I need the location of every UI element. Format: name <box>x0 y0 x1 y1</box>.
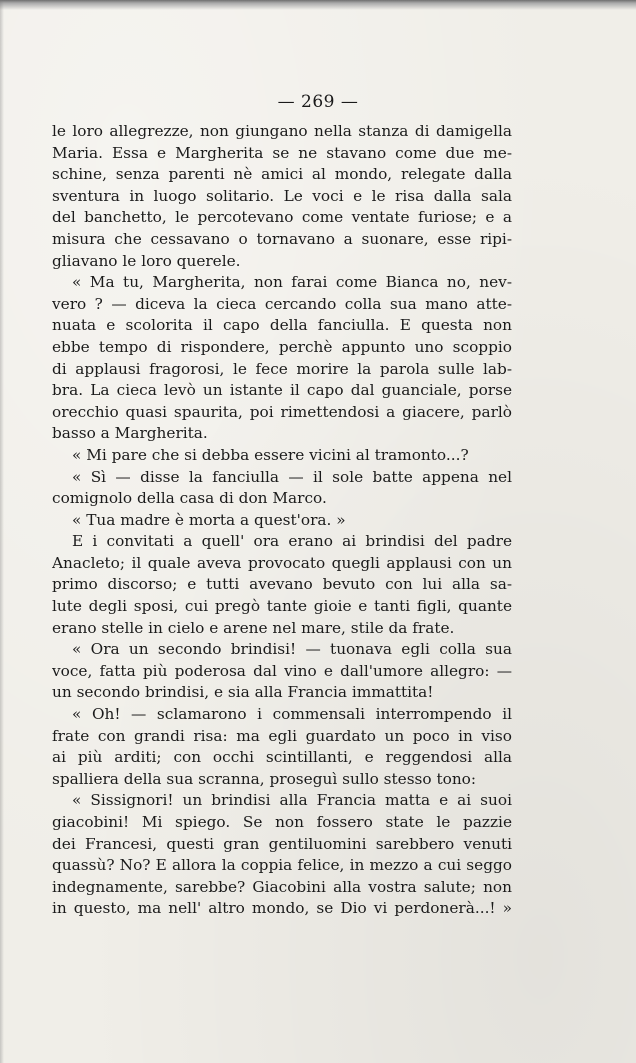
text-line: Anacleto; il quale aveva provocato quegli applausi con un <box>52 553 512 572</box>
text-line: « Sissignori! un brindisi alla Francia matta e ai suoi <box>72 791 512 810</box>
text-line: di applausi fragorosi, le fece morire la parola sulle lab- <box>52 359 512 378</box>
text-line: « Oh! — sclamarono i commensali interrompendo il <box>72 705 512 724</box>
text-line: ebbe tempo di rispondere, perchè appunto uno scoppio <box>52 337 512 356</box>
text-line: primo discorso; e tutti avevano bevuto con lui alla sa- <box>52 575 512 594</box>
text-line: « Sì — disse la fanciulla — il sole batte appena nel <box>72 467 512 486</box>
text-line: del banchetto, le percotevano come ventate furiose; e a <box>52 208 512 227</box>
text-line: comignolo della casa di don Marco. <box>52 489 327 508</box>
text-line: giacobini! Mi spiego. Se non fossero state le pazzie <box>52 813 512 831</box>
text-line: basso a Margherita. <box>52 424 208 443</box>
text-line: indegnamente, sarebbe? Giacobini alla vostra salute; non <box>52 877 512 896</box>
text-line: « Mi pare che si debba essere vicini al tramonto...? <box>72 445 469 464</box>
text-line: quassù? No? E allora la coppia felice, in mezzo a cui seggo <box>52 856 512 875</box>
text-line: ai più arditi; con occhi scintillanti, e reggendosi alla <box>52 748 512 767</box>
body-text <box>52 121 512 920</box>
text-line: « Ma tu, Margherita, non farai come Bianca no, nev- <box>72 273 512 292</box>
scan-top-edge <box>0 0 636 10</box>
text-line: frate con grandi risa: ma egli guardato un poco in viso <box>52 726 512 745</box>
text-line: orecchio quasi spaurita, poi rimettendosi a giacere, parlò <box>52 402 512 421</box>
text-line: E i convitati a quell' ora erano ai brindisi del padre <box>72 532 512 551</box>
text-line: le loro allegrezze, non giungano nella stanza di damigella <box>52 122 512 140</box>
text-line: lute degli sposi, cui pregò tante gioie e tanti figli, quante <box>52 597 512 616</box>
scan-left-edge <box>0 0 4 1063</box>
text-line: bra. La cieca levò un istante il capo dal guanciale, porse <box>52 381 512 400</box>
page-number: — 269 — <box>277 92 359 112</box>
text-line: voce, fatta più poderosa dal vino e dall'umore allegro: — <box>52 661 512 680</box>
text-line: misura che cessavano o tornavano a suonare, esse ripi- <box>52 229 512 248</box>
text-line: sventura in luogo solitario. Le voci e le risa dalla sala <box>52 186 512 205</box>
text-line: in questo, ma nell' altro mondo, se Dio vi perdonerà...! » <box>52 899 512 918</box>
text-line: spalliera della sua scranna, proseguì sullo stesso tono: <box>52 769 477 788</box>
text-line: vero ? — diceva la cieca cercando colla sua mano atte- <box>52 294 512 313</box>
text-line: « Ora un secondo brindisi! — tuonava egli colla sua <box>72 640 512 659</box>
text-line: dei Francesi, questi gran gentiluomini sarebbero venuti <box>52 834 512 853</box>
text-line: schine, senza parenti nè amici al mondo, relegate dalla <box>52 165 512 184</box>
text-line: un secondo brindisi, e sia alla Francia immattita! <box>52 683 434 702</box>
text-line: Maria. Essa e Margherita se ne stavano come due me- <box>52 143 512 162</box>
text-line: « Tua madre è morta a quest'ora. » <box>72 510 346 529</box>
text-line: gliavano le loro querele. <box>52 251 241 270</box>
text-line: erano stelle in cielo e arene nel mare, stile da frate. <box>52 618 455 637</box>
text-line: nuata e scolorita il capo della fanciulla. E questa non <box>52 316 512 335</box>
